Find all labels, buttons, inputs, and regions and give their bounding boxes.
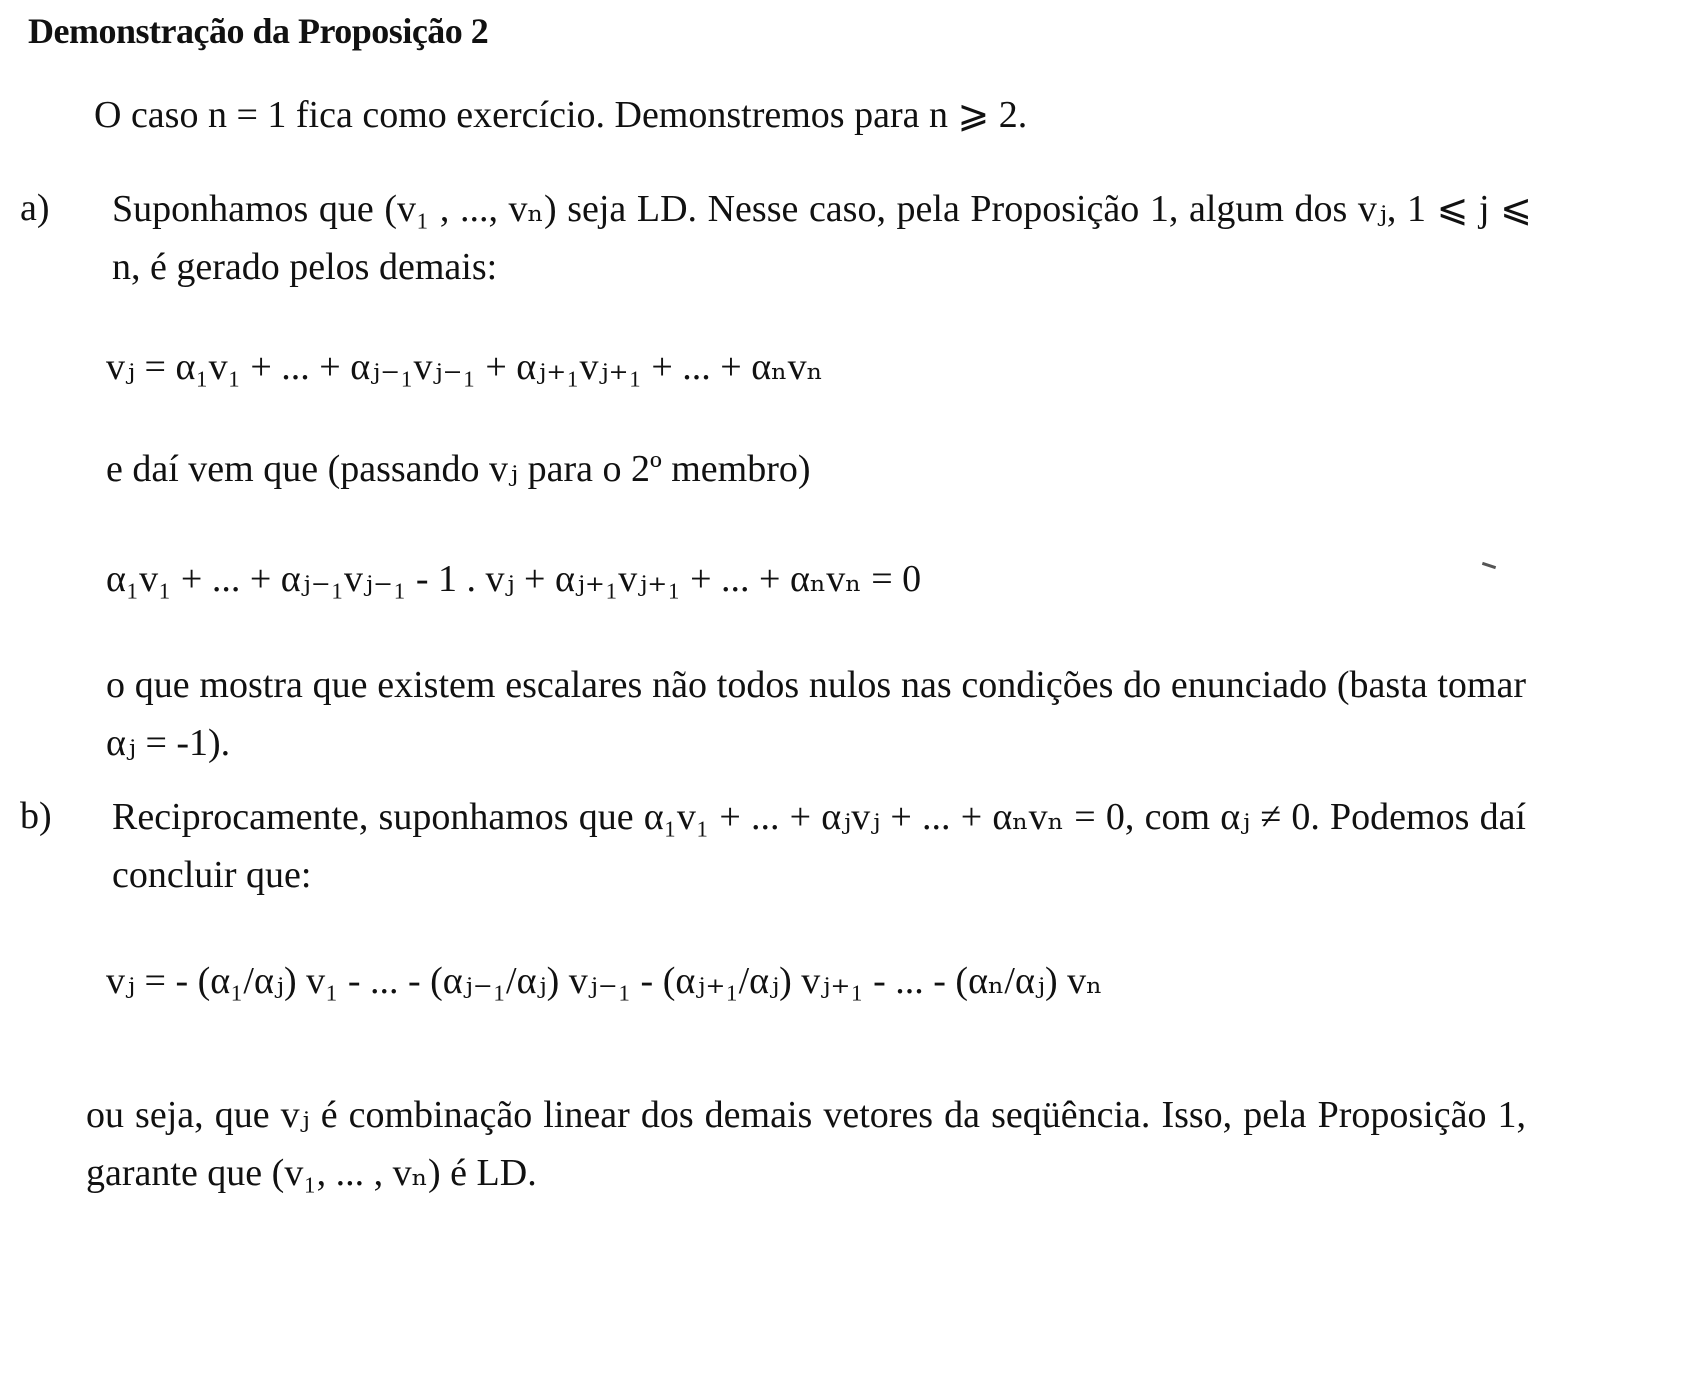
part-a-paragraph-3: o que mostra que existem escalares não todos nulos nas condições do enunciado (basta tomar αⱼ = -1). <box>106 664 1526 764</box>
part-a-paragraph-2: e daí vem que (passando vⱼ para o 2º membro) <box>106 448 811 490</box>
part-a-paragraph-1: Suponhamos que (v₁ , ..., vₙ) seja LD. Nesse caso, pela Proposição 1, algum dos vⱼ, 1 ⩽ j ⩽ n, é gerado pelos demais: <box>112 188 1532 288</box>
scan-speck <box>1482 562 1496 569</box>
part-b-paragraph-2: ou seja, que vⱼ é combinação linear dos demais vetores da seqüência. Isso, pela Proposição 1, garante que (v₁, ... , vₙ) é LD. <box>86 1094 1526 1194</box>
part-b-equation-1-text: vⱼ = - (α₁/αⱼ) v₁ - ... - (αⱼ₋₁/αⱼ) vⱼ₋₁ - (αⱼ₊₁/αⱼ) vⱼ₊₁ - ... - (αₙ/αⱼ) vₙ <box>106 960 1103 1002</box>
part-b-label: b) <box>20 795 52 837</box>
part-a-label: a) <box>20 187 50 229</box>
part-a-equation-1 <box>106 344 823 389</box>
part-b-paragraph-1: Reciprocamente, suponhamos que α₁v₁ + ... + αⱼvⱼ + ... + αₙvₙ = 0, com αⱼ ≠ 0. Podemos daí concluir que: <box>112 796 1526 896</box>
part-b-equation-1 <box>106 958 1103 1003</box>
part-a-equation-1-text: vⱼ = α₁v₁ + ... + αⱼ₋₁vⱼ₋₁ + αⱼ₊₁vⱼ₊₁ + ... + αₙvₙ <box>106 346 824 388</box>
intro-paragraph: O caso n = 1 fica como exercício. Demonstremos para n ⩾ 2. <box>94 94 1028 136</box>
page-title: Demonstração da Proposição 2 <box>28 11 489 51</box>
part-a-equation-2 <box>106 556 921 601</box>
part-a-equation-2-text: α₁v₁ + ... + αⱼ₋₁vⱼ₋₁ - 1 . vⱼ + αⱼ₊₁vⱼ₊₁ + ... + αₙvₙ = 0 <box>106 558 922 600</box>
